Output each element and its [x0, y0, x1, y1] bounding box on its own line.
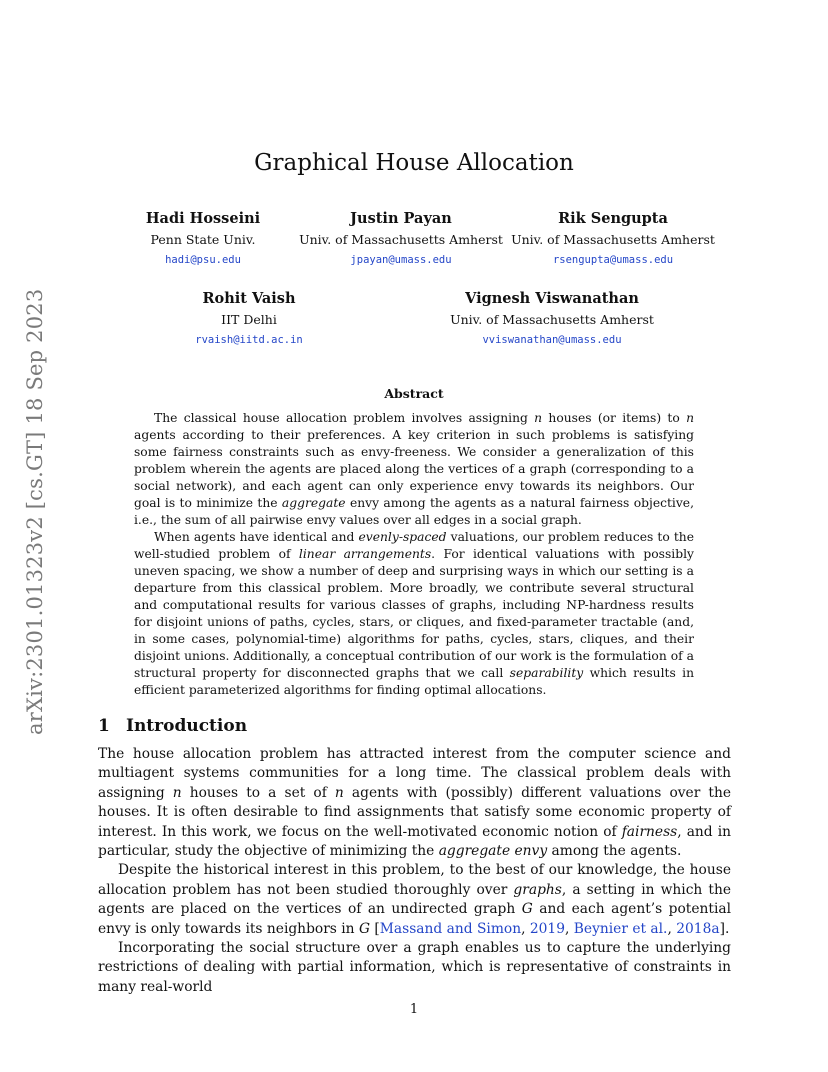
author-name: Hadi Hosseini	[145, 210, 261, 227]
citation-link[interactable]: 2019	[529, 920, 565, 937]
author-name: Rohit Vaish	[202, 290, 296, 307]
paper-title: Graphical House Allocation	[254, 150, 574, 176]
citation-link[interactable]: Beynier et al.	[573, 920, 668, 937]
author-name: Rik Sengupta	[558, 210, 668, 227]
author-email-link[interactable]: hadi@psu.edu	[165, 254, 241, 266]
citation-link[interactable]: Massand and Simon	[379, 920, 522, 937]
author-affiliation: Univ. of Massachusetts Amherst	[450, 312, 654, 327]
abstract-paragraph: When agents have identical and evenly-spaced valuations, our problem reduces to the well-studied problem of linear arrangements. For identical valuations with possibly uneven spacing, we show a number of deep and surprising ways in which our setting is a departure from this classical problem. More broadly, we contribute several structural and computational results for various classes of graphs, including NP-hardness results for disjoint unions of paths, cycles, stars, or cliques, and fixed-parameter tractable (and, in some cases, polynomial-time) algorithms for paths, cycles, stars, cliques, and their disjoint unions. Additionally, a conceptual contribution of our work is the formulation of a structural property for disconnected graphs that we call separability which results in efficient parameterized algorithms for finding optimal allocations.	[134, 530, 694, 697]
author-block	[440, 288, 664, 350]
introduction-body	[98, 745, 731, 997]
author-block	[164, 288, 334, 350]
author-email-link[interactable]: vviswanathan@umass.edu	[482, 334, 622, 346]
citation-link[interactable]: 2018a	[676, 920, 720, 937]
author-affiliation: Univ. of Massachusetts Amherst	[511, 232, 715, 247]
author-email-link[interactable]: rvaish@iitd.ac.in	[195, 334, 303, 346]
abstract-heading: Abstract	[384, 386, 444, 401]
author-email-link[interactable]: rsengupta@umass.edu	[552, 254, 674, 266]
page-number: 1	[409, 1002, 419, 1017]
section-title: Introduction	[126, 716, 248, 736]
abstract-body	[134, 410, 694, 699]
author-block	[118, 208, 288, 270]
author-affiliation: Penn State Univ.	[150, 232, 256, 247]
section-number: 1	[98, 716, 110, 736]
arxiv-identifier-stamp: arXiv:2301.01323v2 [cs.GT] 18 Sep 2023	[23, 288, 47, 735]
author-email-link[interactable]: jpayan@umass.edu	[350, 254, 452, 266]
author-affiliation: IIT Delhi	[221, 312, 277, 327]
author-affiliation: Univ. of Massachusetts Amherst	[299, 232, 503, 247]
body-paragraph: The house allocation problem has attracted interest from the computer science and multiagent systems communities for a long time. The classical problem deals with assigning n houses to a set of n agents with (possibly) different valuations over the houses. It is often desirable to find assignments that satisfy some economic property of interest. In this work, we focus on the well-motivated economic notion of fairness, and in particular, study the objective of minimizing the aggregate envy among the agents.	[98, 746, 731, 860]
author-name: Vignesh Viswanathan	[465, 290, 639, 307]
author-name: Justin Payan	[350, 210, 452, 227]
body-paragraph: Despite the historical interest in this problem, to the best of our knowledge, the house allocation problem has not been studied thoroughly over graphs, a setting in which the agents are placed on the vertices of an undirected graph G and each agent’s potential envy is only towards its neighbors in G [Massand and Simon, 2019, Beynier et al., 2018a].	[98, 862, 732, 937]
body-paragraph: Incorporating the social structure over a graph enables us to capture the underlying restrictions of dealing with partial information, which is representative of constraints in many real-world	[98, 940, 731, 995]
author-block	[508, 208, 718, 270]
abstract-paragraph: The classical house allocation problem involves assigning n houses (or items) to n agents according to their preferences. A key criterion in such problems is satisfying some fairness constraints such as envy-freeness. We consider a generalization of this problem wherein the agents are placed along the vertices of a graph (corresponding to a social network), and each agent can only experience envy towards its neighbors. Our goal is to minimize the aggregate envy among the agents as a natural fairness objective, i.e., the sum of all pairwise envy values over all edges in a social graph.	[134, 411, 694, 527]
author-block	[296, 208, 506, 270]
section-heading	[98, 716, 247, 736]
